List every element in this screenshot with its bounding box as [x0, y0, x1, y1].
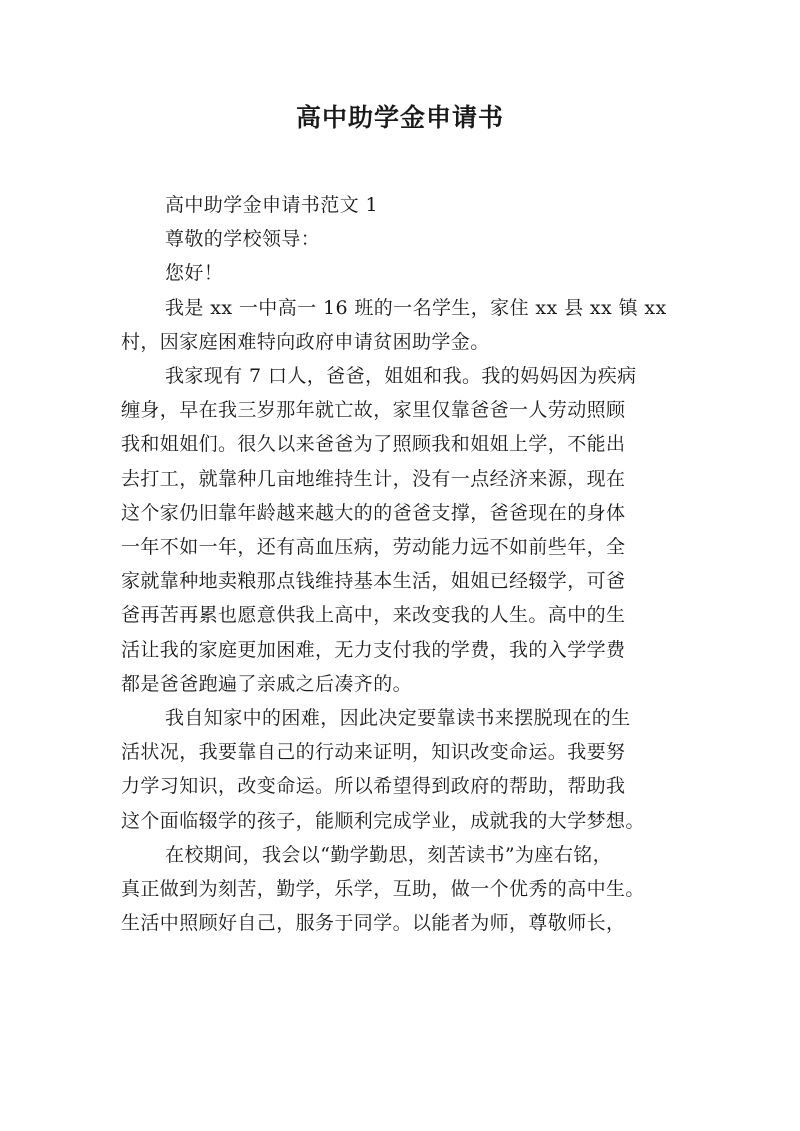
paragraph-line: 家就靠种地卖粮那点钱维持基本生活，姐姐已经辍学，可爸 [121, 570, 626, 593]
paragraph-line: 一年不如一年，还有高血压病，劳动能力远不如前些年，全 [121, 536, 626, 559]
paragraph-2 [121, 359, 681, 701]
salutation: 尊敬的学校领导： [165, 228, 321, 251]
paragraph-line: 在校期间，我会以“勤学勤思，刻苦读书”为座右铭， [165, 843, 613, 866]
paragraph-line: 爸再苦再累也愿意供我上高中，来改变我的人生。高中的生 [121, 604, 626, 627]
document-title: 高中助学金申请书 [295, 103, 504, 132]
paragraph-line: 力学习知识，改变命运。所以希望得到政府的帮助，帮助我 [121, 775, 626, 798]
paragraph-line: 去打工，就靠种几亩地维持生计，没有一点经济来源，现在 [121, 467, 626, 490]
paragraph-line: 生活中照顾好自己，服务于同学。以能者为师，尊敬师长， [121, 912, 626, 935]
paragraph-line: 缠身，早在我三岁那年就亡故，家里仅靠爸爸一人劳动照顾 [121, 399, 626, 422]
paragraph-1 [121, 291, 681, 359]
paragraph-line: 真正做到为刻苦，勤学，乐学，互助，做一个优秀的高中生。 [121, 878, 645, 901]
paragraph-line: 都是爸爸跑遍了亲戚之后凑齐的。 [121, 672, 413, 695]
paragraph-line: 活状况，我要靠自己的行动来证明，知识改变命运。我要努 [121, 741, 626, 764]
paragraph-4 [121, 838, 681, 941]
document-body [121, 188, 681, 940]
paragraph-line: 我和姐姐们。很久以来爸爸为了照顾我和姐姐上学，不能出 [121, 433, 626, 456]
paragraph-line: 这个面临辍学的孩子，能顺利完成学业，成就我的大学梦想。 [121, 809, 645, 832]
greeting: 您好！ [165, 262, 224, 285]
paragraph-line: 村，因家庭困难特向政府申请贫困助学金。 [121, 330, 490, 353]
paragraph-line: 我是 xx 一中高一 16 班的一名学生，家住 xx 县 xx 镇 xx [165, 296, 667, 319]
paragraph-line: 活让我的家庭更加困难，无力支付我的学费，我的入学学费 [121, 638, 626, 661]
paragraph-line: 我家现有 7 口人，爸爸，姐姐和我。我的妈妈因为疾病 [165, 365, 637, 388]
paragraph-line: 这个家仍旧靠年龄越来越大的的爸爸支撑，爸爸现在的身体 [121, 501, 626, 524]
paragraph-line: 我自知家中的困难，因此决定要靠读书来摆脱现在的生 [165, 707, 631, 730]
paragraph-3 [121, 701, 681, 838]
sample-heading: 高中助学金申请书范文 1 [165, 194, 378, 216]
